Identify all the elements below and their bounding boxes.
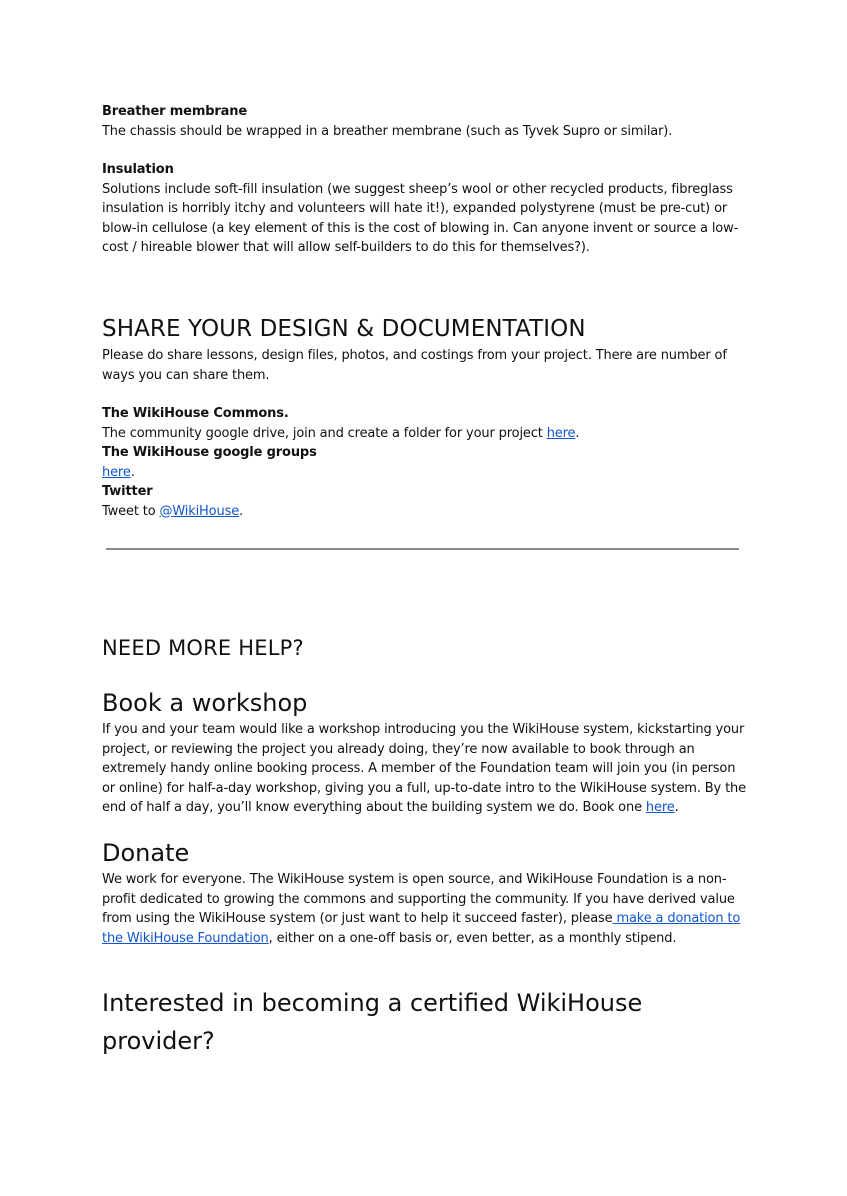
workshop-text: If you and your team would like a workshop introducing you the WikiHouse system, kickstarting your project, or reviewing the project you already doing, they’re now available to book through an extremely handy online booking process. A member of the Foundation team will join you (in person or online) for half-a-day workshop, giving you a full, up-to-date intro to the WikiHouse system. By the end of half a day, you’ll know everything about the building system we do. Book one	[102, 722, 746, 815]
commons-line	[102, 424, 752, 444]
provider-title: Interested in becoming a certified WikiHouse provider?	[102, 989, 643, 1055]
groups-after: .	[130, 464, 135, 480]
insulation-heading: Insulation	[102, 162, 174, 177]
twitter-after: .	[239, 503, 244, 519]
workshop-section	[102, 688, 752, 818]
insulation-text: Solutions include soft-fill insulation (we suggest sheep’s wool or other recycled products, fibreglass insulation is horribly itchy and volunteers will hate it!), expanded polystyrene (must be pre-cut) or blow-in cellulose (a key element of this is the cost of blowing in. Can anyone invent or source a low-cost / hireable blower that will allow self-builders to do this for themselves?).	[102, 181, 739, 255]
donate-text: We work for everyone. The WikiHouse system is open source, and WikiHouse Foundation is a non-profit dedicated to growing the commons and supporting the community. If you have derived value from using the WikiHouse system (or just want to help it succeed faster), please	[102, 872, 735, 926]
twitter-line	[102, 502, 752, 522]
breather-heading: Breather membrane	[102, 104, 248, 119]
donate-line	[102, 870, 752, 948]
commons-after: .	[575, 425, 580, 441]
section-divider	[106, 548, 739, 550]
groups-line	[102, 463, 752, 483]
help-section	[102, 634, 752, 662]
twitter-heading: Twitter	[102, 484, 153, 499]
materials-section	[102, 102, 752, 258]
workshop-link[interactable]: here	[645, 800, 675, 815]
groups-link[interactable]: here	[102, 464, 131, 480]
twitter-text: Tweet to	[102, 503, 160, 519]
share-title: SHARE YOUR DESIGN & DOCUMENTATION	[102, 316, 586, 342]
groups-heading: The WikiHouse google groups	[102, 445, 317, 460]
donate-after: , either on a one-off basis or, even better, as a monthly stipend.	[268, 930, 677, 946]
donate-link[interactable]: make a donation to the WikiHouse Foundation	[102, 911, 741, 946]
workshop-line	[102, 720, 752, 818]
help-title: NEED MORE HELP?	[102, 636, 304, 660]
donate-section	[102, 838, 752, 948]
commons-link[interactable]: here	[546, 425, 576, 441]
workshop-title: Book a workshop	[102, 689, 308, 717]
commons-text: The community google drive, join and create a folder for your project	[102, 425, 547, 441]
provider-section	[102, 984, 752, 1060]
donate-title: Donate	[102, 839, 190, 867]
commons-heading: The WikiHouse Commons.	[102, 406, 289, 421]
breather-text: The chassis should be wrapped in a breather membrane (such as Tyvek Supro or similar).	[102, 123, 673, 139]
twitter-link[interactable]: @WikiHouse	[159, 503, 240, 519]
workshop-after: .	[674, 800, 679, 815]
share-intro: Please do share lessons, design files, photos, and costings from your project. There are number of ways you can share them.	[102, 348, 727, 383]
share-section	[102, 314, 752, 521]
